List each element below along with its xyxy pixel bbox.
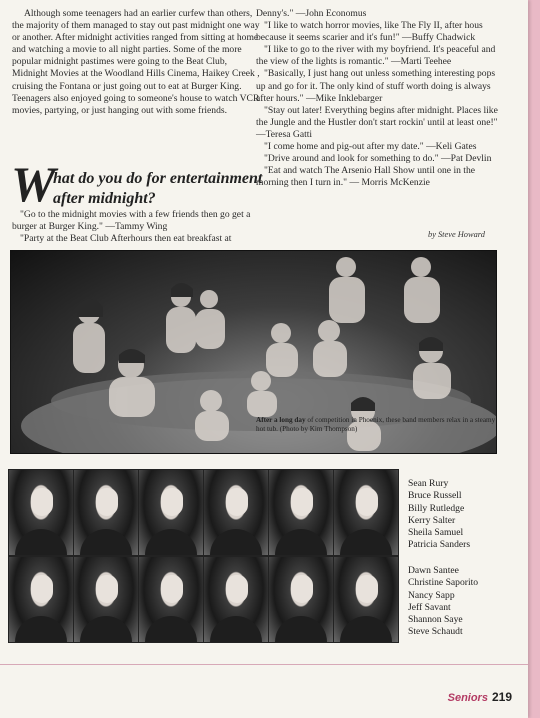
student-name: Sheila Samuel [408, 527, 464, 539]
student-name: Bruce Russell [408, 490, 462, 502]
portrait [73, 556, 139, 643]
portrait [8, 469, 74, 556]
intro-paragraph: Although some teenagers had an earlier curfew than others, the majority of them managed to stay out past midnight one way or another. After midnight activities ranged from sitting at home and watching a movie to all night parties. Some of the more popular midnight pastimes were going to the Beat Club, Midnight Movies at the Woodland Hills Cinema, Haikey Creek , cruising the Fontana or just going out to eat at Burger King. Teenagers also enjoyed going to someone's house to watch VCR movies, partying, or just hanging out with some friends. [12, 8, 260, 116]
portrait [203, 556, 269, 643]
portrait [333, 469, 399, 556]
name-list-row-1 [408, 478, 470, 552]
heading-drop-cap: W [11, 156, 56, 212]
intro-column [12, 8, 262, 117]
right-quotes [256, 8, 498, 189]
student-name: Dawn Santee [408, 565, 459, 576]
page-footer [448, 690, 512, 704]
portrait [268, 556, 334, 643]
quote: "Basically, I just hang out unless something interesting pops up and go for it. The only kind of stuff worth doing is always after hours." —Mike Inklebarger [256, 68, 496, 104]
student-name: Sean Rury [408, 478, 449, 489]
bottom-rule [0, 664, 528, 665]
quote: "Stay out later! Everything begins after midnight. Places like the Jungle and the Hustler don't start rockin' until at least one!" —Teresa Gatti [256, 104, 498, 140]
student-name: Jeff Savant [408, 601, 451, 613]
portrait [138, 469, 204, 556]
portrait [268, 469, 334, 556]
student-name: Patricia Sanders [408, 539, 471, 551]
name-list-row-2 [408, 565, 478, 639]
portrait [138, 556, 204, 643]
portrait [203, 469, 269, 556]
quote: "Party at the Beat Club Afterhours then eat breakfast at [20, 233, 232, 245]
quote: Denny's." —John Economus [256, 8, 367, 19]
student-name: Kerry Salter [408, 514, 456, 526]
student-name: Nancy Sapp [408, 589, 455, 601]
student-name: Billy Rutledge [408, 502, 465, 514]
portrait [73, 469, 139, 556]
photo-caption [256, 416, 498, 435]
caption-lead: After a long day [256, 416, 306, 424]
quote: "I come home and pig-out after my date." —Keli Gates [264, 141, 477, 153]
quote: "I like to watch horror movies, like The Fly II, after hous because it seems scarier and it's fun!" —Buffy Chadwick [256, 20, 483, 44]
left-quotes [12, 209, 262, 245]
heading-text: hat do you do for entertainment after midnight? [53, 170, 263, 207]
student-name: Steve Schaudt [408, 626, 463, 638]
student-name: Shannon Saye [408, 614, 463, 626]
portrait [333, 556, 399, 643]
quote: "Eat and watch The Arsenio Hall Show until one in the morning then I turn in." — Morris McKenzie [256, 165, 476, 189]
quote: "I like to go to the river with my boyfriend. It's peaceful and the view of the lights is romantic." —Marti Teehee [256, 44, 496, 68]
page-number: 219 [491, 690, 512, 704]
quote: "Drive around and look for something to do." —Pat Devlin [264, 153, 492, 165]
portrait [8, 556, 74, 643]
section-name: Seniors [447, 692, 488, 704]
byline: by Steve Howard [428, 230, 485, 239]
student-name: Christine Saporito [408, 577, 479, 589]
quote: "Go to the midnight movies with a few friends then go get a burger at Burger King." —Tammy Wing [12, 209, 251, 233]
caption-text: of competition in Phoenix, these band members relax in a steamy hot tub. (Photo by Kim Thompson) [256, 416, 496, 434]
